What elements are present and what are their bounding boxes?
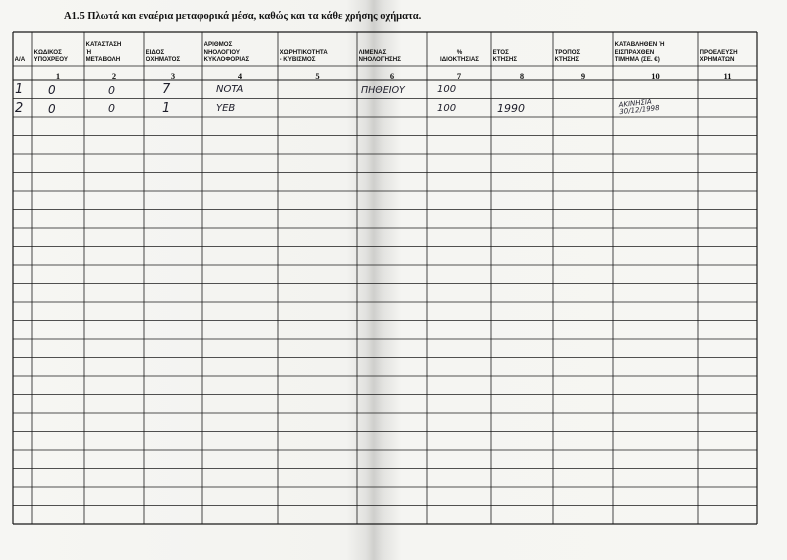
column-number: 11 (723, 71, 732, 81)
column-number: 3 (170, 71, 176, 81)
column-header: ΚΑΤΑΣΤΑΣΗ Ή ΜΕΤΑΒΟΛΗ (85, 41, 122, 64)
table-cell-entry: AKINHΣIA 30/12/1998 (618, 97, 660, 116)
column-header: ΑΡΙΘΜΟΣ ΝΗΟΛΟΓΙΟΥ ΚΥΚΛΟΦΟΡΙΑΣ (203, 41, 250, 64)
table-cell-entry: 0 (48, 101, 56, 116)
table-cell-entry: NOTA (216, 84, 244, 96)
table-cell-entry: 0 (108, 102, 115, 116)
table-cell-entry: YEB (216, 102, 236, 114)
column-header: ΛΙΜΕΝΑΣ ΝΗΟΛΟΓΗΣΗΣ (358, 48, 401, 64)
table-cell-entry: 100 (437, 84, 457, 96)
column-number: 10 (651, 71, 660, 81)
table-cell-entry: 1 (162, 100, 171, 116)
column-number: 5 (315, 71, 320, 81)
column-header: % ΙΔΙΟΚΤΗΣΙΑΣ (439, 48, 480, 64)
table-cell-entry: 100 (437, 102, 457, 114)
table-cell-entry: 2 (15, 100, 24, 116)
table-cell-entry: 0 (48, 83, 56, 98)
column-number: 2 (111, 71, 117, 81)
column-header: ΕΤΟΣ ΚΤΗΣΗΣ (492, 48, 518, 64)
column-number: 9 (580, 71, 586, 81)
column-header: ΧΩΡΗΤΙΚΟΤΗΤΑ - ΚΥΒΙΣΜΟΣ (279, 48, 328, 64)
column-header: ΕΙΔΟΣ ΟΧΗΜΑΤΟΣ (145, 48, 181, 64)
column-number: 8 (519, 71, 525, 81)
table-cell-entry: 1990 (497, 102, 525, 116)
table-cell-entry: 7 (162, 82, 171, 98)
column-header: ΚΑΤΑΒΛΗΘΕΝ Ή ΕΙΣΠΡΑΧΘΕΝ ΤΙΜΗΜΑ (ΣΕ. €) (614, 41, 665, 64)
table-cell-entry: 1 (15, 82, 24, 98)
table-cell-entry: 0 (108, 83, 115, 97)
column-header: ΚΩΔΙΚΟΣ ΥΠΟΧΡΕΟΥ (33, 48, 69, 64)
column-header: ΠΡΟΕΛΕΥΣΗ ΧΡΗΜΑΤΩΝ (699, 48, 738, 64)
column-number: 4 (237, 71, 243, 81)
column-number: 1 (55, 71, 61, 81)
column-number: 6 (389, 71, 395, 81)
column-header: ΤΡΟΠΟΣ ΚΤΗΣΗΣ (554, 48, 581, 64)
column-number: 7 (456, 71, 462, 81)
column-header: Α/Α (14, 56, 26, 63)
table-cell-entry: ΠΗΘΕΙΟΥ (361, 84, 405, 96)
form-title: A1.5 Πλωτά και εναέρια μεταφορικά μέσα, καθώς και τα κάθε χρήσης οχήματα. (64, 11, 422, 22)
